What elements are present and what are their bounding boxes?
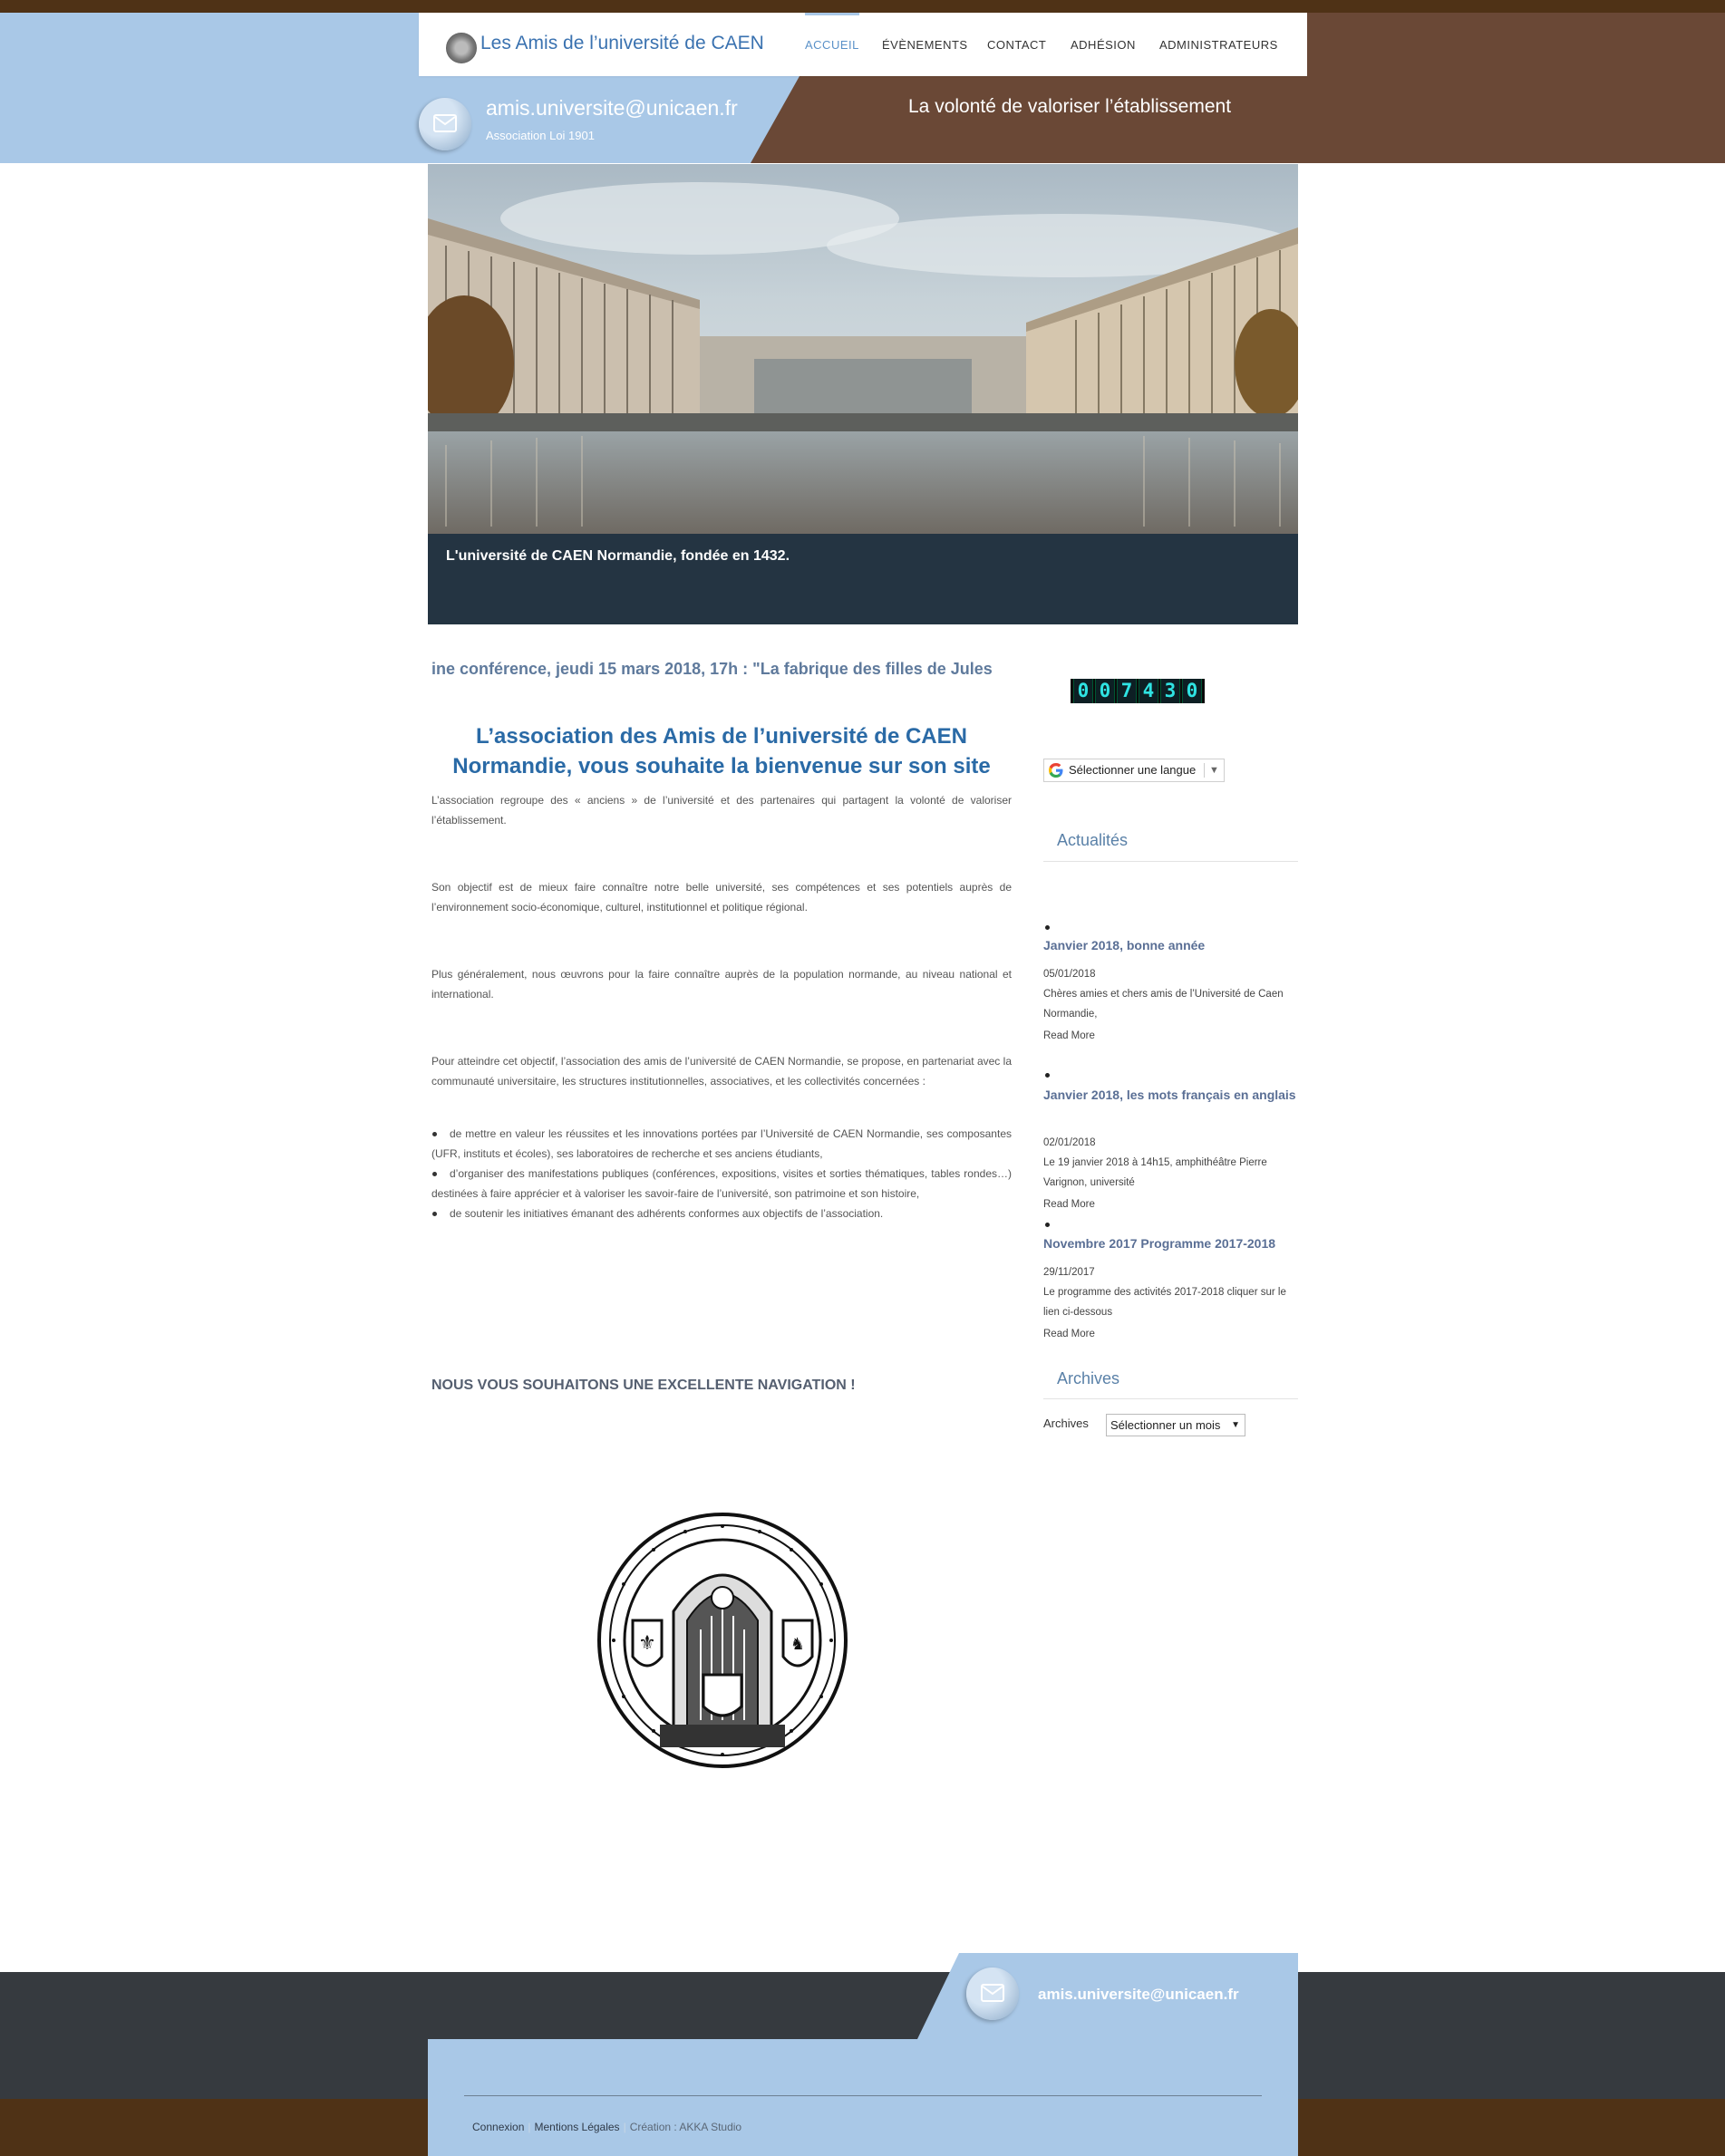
general-paragraph: Plus généralement, nous œuvrons pour la faire connaître auprès de la population normande, au niveau national et international.: [431, 968, 1012, 1001]
hero-caption: L'université de CAEN Normandie, fondée en 1432.: [446, 548, 790, 564]
footer-panel: [0, 1948, 1725, 2156]
language-select-label: Sélectionner une langue: [1069, 763, 1197, 777]
approach-paragraph: Pour atteindre cet objectif, l’association des amis de l’université de CAEN Normandie, se propose, en partenariat avec la communauté universitaire, les structures institutionnelles, associatives, et les collectivités concernées :: [431, 1055, 1012, 1088]
archives-select-value: Sélectionner un mois: [1110, 1418, 1221, 1432]
language-select[interactable]: [1043, 759, 1225, 782]
envelope-icon[interactable]: [966, 1967, 1019, 2020]
site-credit[interactable]: Création : AKKA Studio: [629, 2121, 742, 2133]
footer-divider: [464, 2095, 1262, 2096]
read-more-link[interactable]: Read More: [1043, 1199, 1095, 1210]
chevron-down-icon: ▼: [1231, 1420, 1240, 1430]
nav-evenements[interactable]: ÉVÈNEMENTS: [882, 38, 968, 52]
list-item: d’organiser des manifestations publiques (conférences, expositions, visites et sorties thématiques, tables rondes…) destinées à faire apprécier et à valoriser les savoir-faire de l’université, son patrimoine et son histoire,: [431, 1164, 1012, 1204]
counter-digit: 0: [1073, 679, 1093, 703]
welcome-title: L’association des Amis de l’université de CAEN Normandie, vous souhaite la bienvenue sur son site: [452, 724, 991, 778]
news-item-excerpt: Le 19 janvier 2018 à 14h15, amphithéâtre Pierre Varignon, université: [1043, 1157, 1267, 1188]
list-item: de mettre en valeur les réussites et les innovations portées par l’Université de CAEN Normandie, ses composantes (UFR, instituts et écoles), ses laboratoires de recherche et ses anciens étudiants,: [431, 1124, 1012, 1164]
counter-digit: 3: [1160, 679, 1180, 703]
objectives-list: [431, 1124, 1012, 1223]
nav-administrateurs[interactable]: ADMINISTRATEURS: [1159, 38, 1278, 52]
association-type: Association Loi 1901: [486, 129, 595, 142]
counter-digit: 0: [1095, 679, 1115, 703]
list-bullet: [1045, 925, 1050, 930]
hero-image-university: [428, 164, 1298, 534]
read-more-link[interactable]: Read More: [1043, 1030, 1095, 1041]
top-strip: [0, 0, 1725, 13]
nav-adhesion[interactable]: ADHÉSION: [1071, 38, 1136, 52]
header-email[interactable]: amis.universite@unicaen.fr: [486, 96, 738, 120]
news-item-title[interactable]: Novembre 2017 Programme 2017-2018: [1043, 1236, 1276, 1251]
envelope-icon[interactable]: [419, 98, 471, 150]
read-more-link[interactable]: Read More: [1043, 1329, 1095, 1339]
footer-links: Connexion | Mentions Légales | Création : AKKA Studio: [472, 2121, 742, 2133]
site-title[interactable]: Les Amis de l’université de CAEN: [480, 33, 764, 53]
svg-text:♞: ♞: [790, 1635, 806, 1653]
counter-digit: 7: [1117, 679, 1137, 703]
news-item-title[interactable]: Janvier 2018, bonne année: [1043, 938, 1206, 952]
select-divider: [1204, 763, 1205, 778]
legal-notice-link[interactable]: Mentions Légales: [534, 2121, 620, 2133]
svg-text:⚜: ⚜: [638, 1631, 656, 1654]
header-bar: [419, 13, 1307, 76]
google-g-icon: [1049, 763, 1063, 778]
widget-divider: [1043, 861, 1298, 862]
nav-accueil[interactable]: ACCUEIL: [805, 13, 859, 79]
archives-widget-title: Archives: [1057, 1369, 1120, 1387]
news-item-date: 02/01/2018: [1043, 1137, 1096, 1148]
archives-month-select[interactable]: [1106, 1414, 1245, 1436]
list-item: de soutenir les initiatives émanant des adhérents conformes aux objectifs de l’association.: [431, 1204, 1012, 1223]
hero-caption-bar: [428, 534, 1298, 624]
archives-label: Archives: [1043, 1416, 1089, 1430]
chevron-down-icon: ▼: [1209, 765, 1219, 776]
visit-counter: [1071, 679, 1205, 703]
news-item-excerpt: Chères amies et chers amis de l’Université de Caen Normandie,: [1043, 989, 1284, 1020]
objective-paragraph: Son objectif est de mieux faire connaître notre belle université, ses compétences et ses potentiels auprès de l’environnement socio-économique, culturel, institutionnel et politique régional.: [431, 881, 1012, 914]
closing-message: NOUS VOUS SOUHAITONS UNE EXCELLENTE NAVIGATION !: [431, 1378, 856, 1393]
university-seal-image: [596, 1512, 848, 1769]
news-item-excerpt: Le programme des activités 2017-2018 cliquer sur le lien ci-dessous: [1043, 1287, 1286, 1318]
list-bullet: [1045, 1223, 1050, 1227]
counter-digit: 4: [1139, 679, 1158, 703]
counter-digit: 0: [1182, 679, 1202, 703]
news-ticker[interactable]: ine conférence, jeudi 15 mars 2018, 17h : "La fabrique des filles de Jules: [431, 660, 993, 678]
nav-contact[interactable]: CONTACT: [987, 38, 1047, 52]
intro-paragraph: L’association regroupe des « anciens » de l’université et des partenaires qui partagent la volonté de valoriser l’établissement.: [431, 794, 1012, 827]
widget-divider: [1043, 1398, 1298, 1399]
footer-email[interactable]: amis.universite@unicaen.fr: [1038, 1986, 1239, 2003]
header-slogan: La volonté de valoriser l’établissement: [908, 96, 1232, 117]
news-item-date: 05/01/2018: [1043, 969, 1096, 980]
list-bullet: [1045, 1073, 1050, 1078]
news-widget-title: Actualités: [1057, 831, 1129, 849]
login-link[interactable]: Connexion: [472, 2121, 525, 2133]
university-seal-logo[interactable]: [446, 33, 477, 63]
news-item-date: 29/11/2017: [1043, 1267, 1095, 1278]
news-item-title[interactable]: Janvier 2018, les mots français en anglais: [1043, 1088, 1296, 1102]
